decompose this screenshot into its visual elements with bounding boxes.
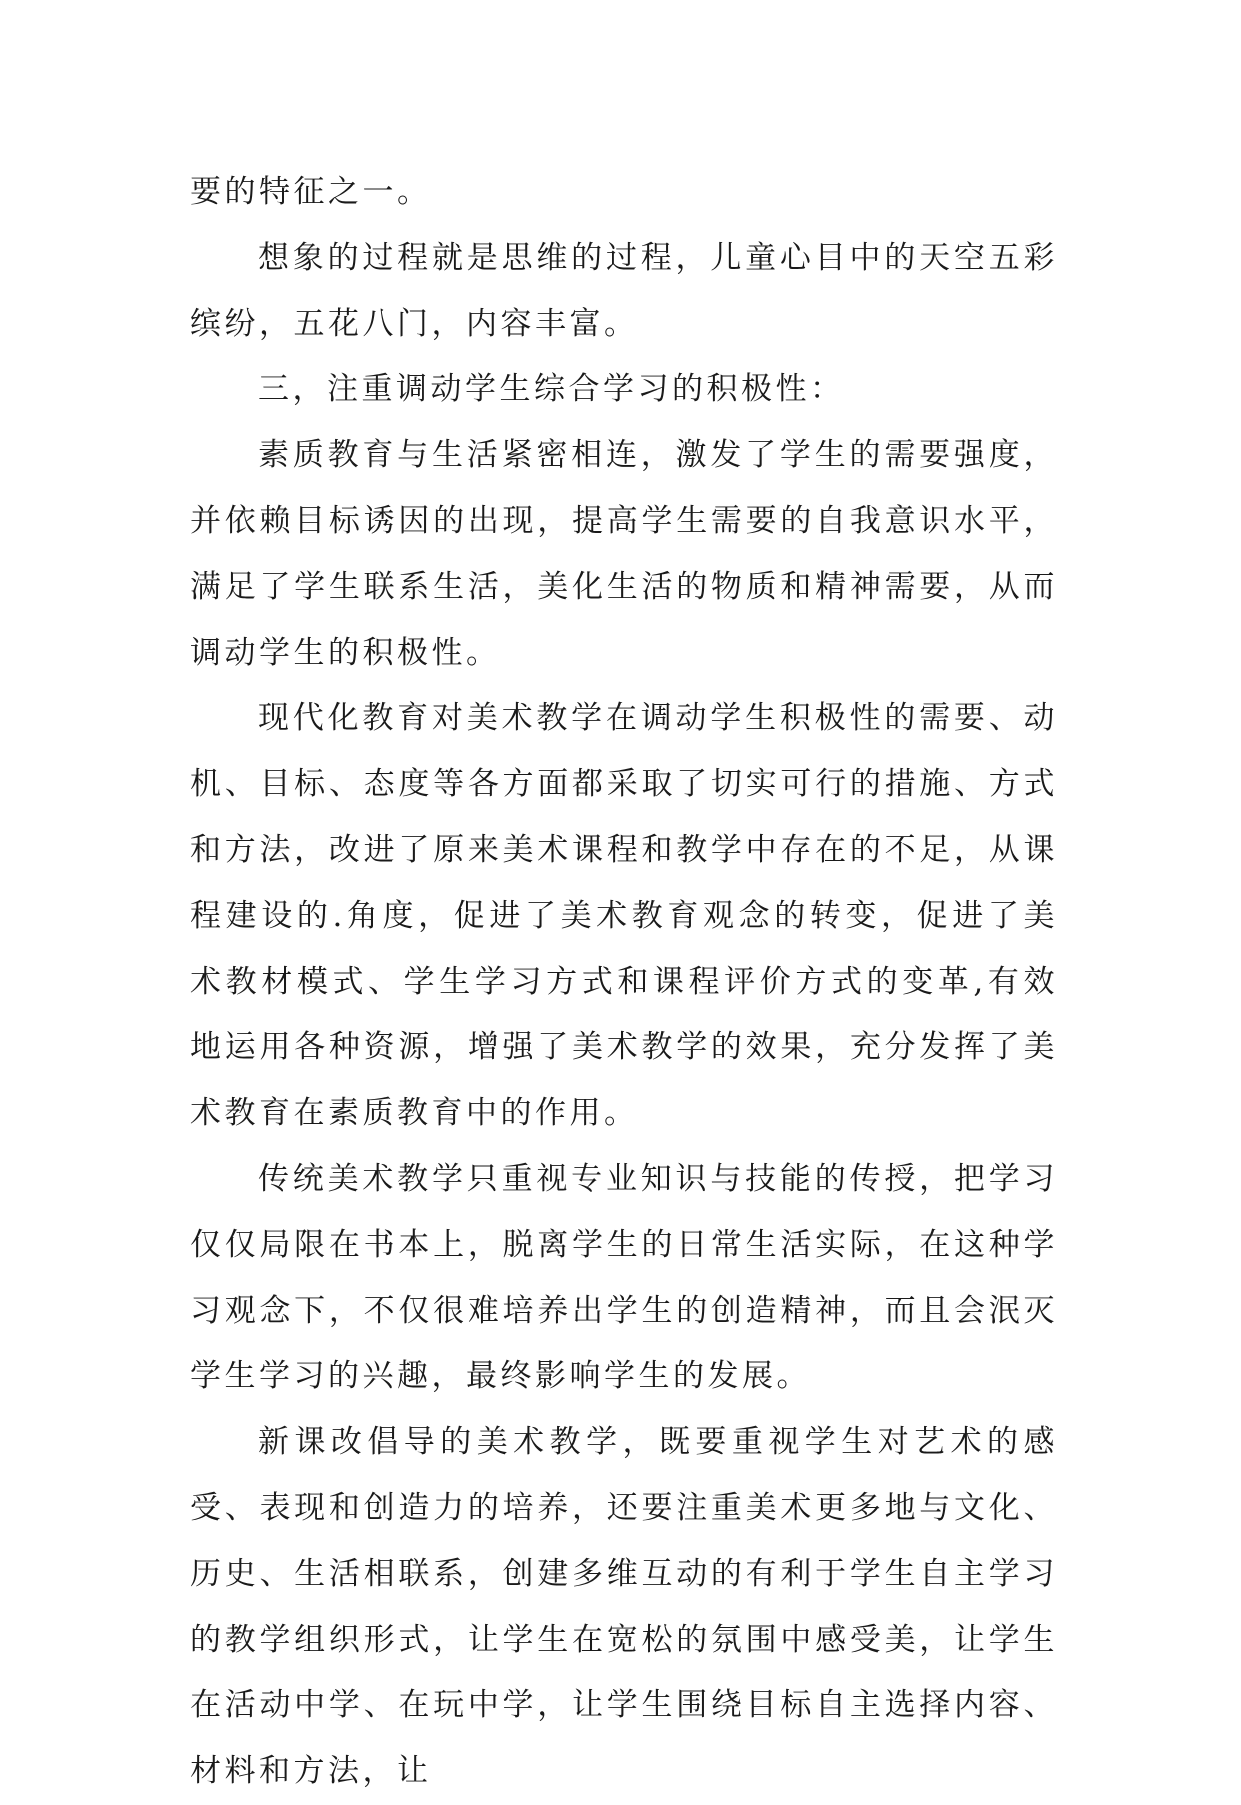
paragraph-imagination: 想象的过程就是思维的过程，儿童心目中的天空五彩缤纷，五花八门，内容丰富。 xyxy=(190,239,1058,342)
document-body xyxy=(190,160,1058,1805)
section-heading-three: 三，注重调动学生综合学习的积极性： xyxy=(258,371,845,408)
paragraph-modern-education: 现代化教育对美术教学在调动学生积极性的需要、动机、目标、态度等各方面都采取了切实可行的措施、方式和方法，改进了原来美术课程和教学中存在的不足，从课程建设的.角度，促进了美术教育观念的转变，促进了美术教材模式、学生学习方式和课程评价方式的变革,有效地运用各种资源，增强了美术教学的效果，充分发挥了美术教育在素质教育中的作用。 xyxy=(190,700,1058,1132)
paragraph-continuation: 要的特征之一。 xyxy=(190,174,432,210)
paragraph-quality-education: 素质教育与生活紧密相连，激发了学生的需要强度，并依赖目标诱因的出现，提高学生需要的自我意识水平，满足了学生联系生活，美化生活的物质和精神需要，从而调动学生的积极性。 xyxy=(190,437,1058,671)
paragraph-traditional-teaching: 传统美术教学只重视专业知识与技能的传授，把学习仅仅局限在书本上，脱离学生的日常生活实际，在这种学习观念下，不仅很难培养出学生的创造精神，而且会泯灭学生学习的兴趣，最终影响学生的发展。 xyxy=(190,1160,1058,1395)
paragraph-new-curriculum: 新课改倡导的美术教学，既要重视学生对艺术的感受、表现和创造力的培养，还要注重美术更多地与文化、历史、生活相联系，创建多维互动的有利于学生自主学习的教学组织形式，让学生在宽松的氛围中感受美，让学生在活动中学、在玩中学，让学生围绕目标自主选择内容、材料和方法，让 xyxy=(190,1424,1058,1790)
